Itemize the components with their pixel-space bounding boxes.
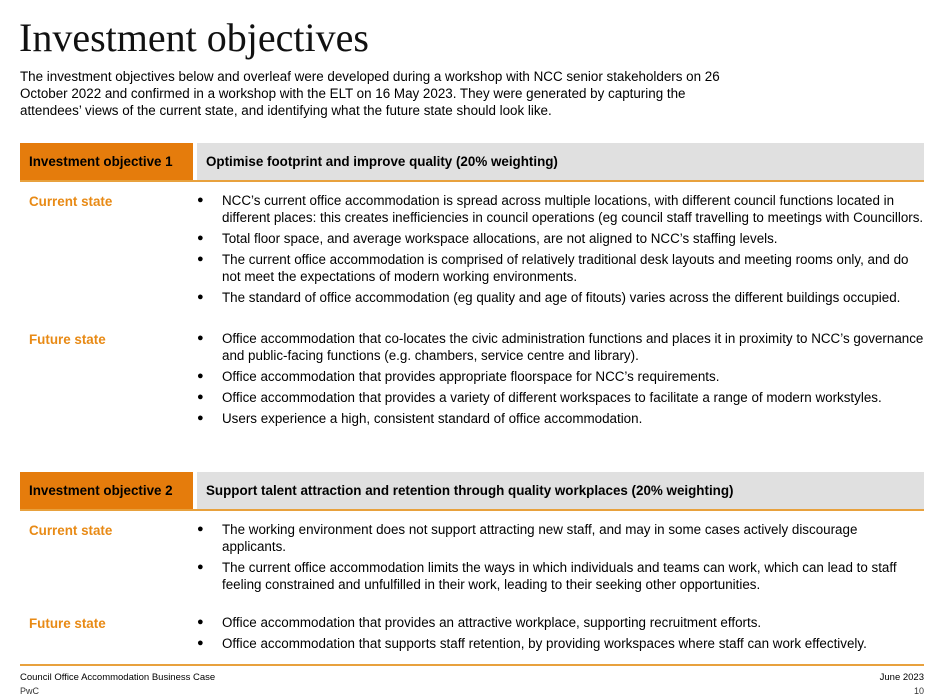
objective-1: [20, 143, 924, 431]
list-item: ● The current office accommodation limits the ways in which individuals and teams can work, which can lead to staff feeling constrained and unfulfilled in their work, leading to their seeking other opportunities.: [197, 560, 897, 592]
objective-2: [20, 472, 924, 656]
footer-document-name: Council Office Accommodation Business Case: [20, 672, 216, 683]
bullet-icon: ●: [197, 332, 204, 344]
list-item: ● The working environment does not support attracting new staff, and may in some cases actively discourage applicants.: [197, 522, 858, 554]
future-state-list: [193, 614, 924, 656]
list-item: ● Office accommodation that provides an attractive workplace, supporting recruitment efforts.: [197, 615, 762, 630]
objective-label: Investment objective 1: [20, 143, 193, 180]
future-state-label: Future state: [29, 616, 106, 631]
bullet-icon: ●: [197, 391, 204, 403]
bullet-icon: ●: [197, 523, 204, 535]
current-state-row: [20, 192, 924, 310]
bullet-icon: ●: [197, 561, 204, 573]
footer-page-number: 10: [913, 686, 924, 696]
footer-org: PwC: [20, 686, 40, 696]
current-state-label: Current state: [29, 194, 113, 209]
list-item: ● Users experience a high, consistent standard of office accommodation.: [197, 411, 643, 426]
intro-paragraph: The investment objectives below and overleaf were developed during a workshop with NCC senior stakeholders on 26 October 2022 and confirmed in a workshop with the ELT on 16 May 2023. They were generated by capturing the attendees’ views of the current state, and identifying what the future state should look like.: [20, 69, 720, 118]
bullet-icon: ●: [197, 370, 204, 382]
bullet-icon: ●: [197, 412, 204, 424]
objective-title: Optimise footprint and improve quality (20% weighting): [197, 143, 924, 180]
list-item: ● Office accommodation that co-locates the civic administration functions and places it in proximity to NCC’s governance and public-facing functions (e.g. chambers, service centre and library).: [197, 331, 924, 363]
future-state-row: [20, 614, 924, 656]
list-item: ● Office accommodation that provides appropriate floorspace for NCC’s requirements.: [197, 369, 720, 384]
current-state-list: [193, 192, 924, 310]
objective-header: [20, 472, 924, 511]
footer-divider: [20, 664, 924, 666]
objective-header: [20, 143, 924, 182]
future-state-row: [20, 330, 924, 431]
list-item: ● Office accommodation that supports staff retention, by providing workspaces where staff can work effectively.: [197, 636, 867, 651]
current-state-row: [20, 521, 924, 597]
bullet-icon: ●: [197, 637, 204, 649]
future-state-label: Future state: [29, 332, 106, 347]
list-item: ● The current office accommodation is comprised of relatively traditional desk layouts and meeting rooms only, and do not meet the expectations of modern working environments.: [197, 252, 909, 284]
future-state-list: [193, 330, 924, 431]
bullet-icon: ●: [197, 253, 204, 265]
list-item: ● Office accommodation that provides a variety of different workspaces to facilitate a range of modern workstyles.: [197, 390, 882, 405]
objective-title: Support talent attraction and retention through quality workplaces (20% weighting): [197, 472, 924, 509]
page-title: Investment objectives: [19, 15, 369, 60]
list-item: ● NCC’s current office accommodation is spread across multiple locations, with different council functions located in different places: this creates inefficiencies in council operations (eg council staff travelling to meetings with Councillors.: [197, 193, 924, 225]
bullet-icon: ●: [197, 232, 204, 244]
bullet-icon: ●: [197, 194, 204, 206]
bullet-icon: ●: [197, 616, 204, 628]
list-item: ● Total floor space, and average workspace allocations, are not aligned to NCC’s staffing levels.: [197, 231, 778, 246]
objective-label: Investment objective 2: [20, 472, 193, 509]
list-item: ● The standard of office accommodation (eg quality and age of fitouts) varies across the different buildings occupied.: [197, 290, 901, 305]
current-state-label: Current state: [29, 523, 113, 538]
bullet-icon: ●: [197, 291, 204, 303]
footer-date: June 2023: [879, 672, 924, 683]
current-state-list: [193, 521, 924, 597]
